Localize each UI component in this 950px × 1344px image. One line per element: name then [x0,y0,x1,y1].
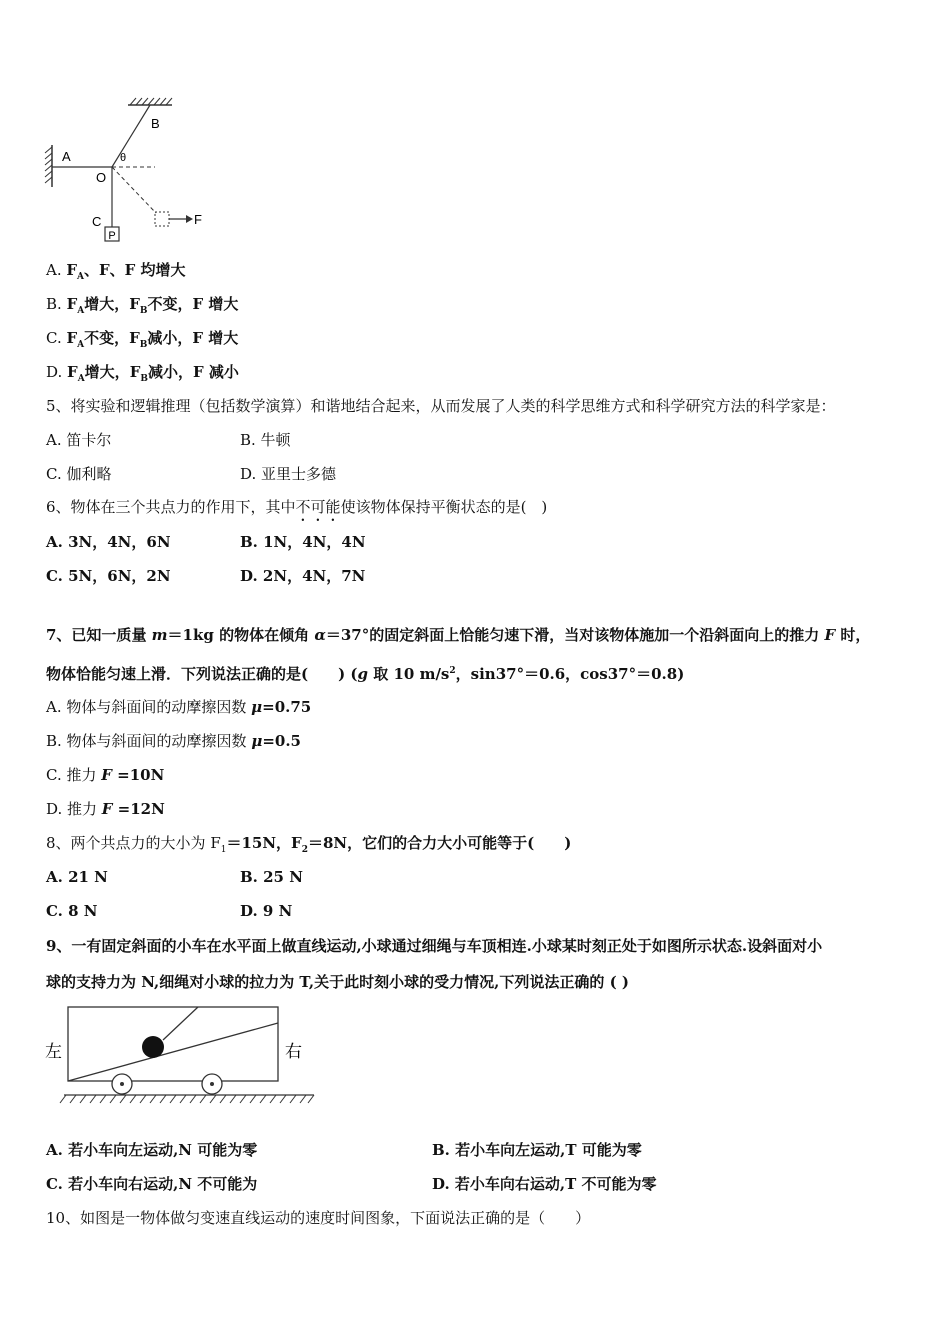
q9-stem-line1: 9、一有固定斜面的小车在水平面上做直线运动,小球通过细绳与车顶相连.小球某时刻正处于如图所示状态.设斜面对小 [46,937,823,955]
q7-option-a: A. 物体与斜面间的动摩擦因数 μ=0.75 [46,698,312,716]
label-p: P [108,230,116,242]
q8-option-d: D. 9 N [240,902,293,920]
q5-option-c: C. 伽利略 [46,465,112,483]
cart-diagram-q9 [40,1005,330,1115]
q8-option-b: B. 25 N [240,868,303,886]
q8-option-c: C. 8 N [46,902,98,920]
q7-option-d: D. 推力 F =12N [46,800,165,818]
q4-option-d: D. $F_A$增大，$F_B$减小，F 减小 [46,363,239,384]
q4-option-c: C. $F_A$不变，$F_B$减小，F 增大 [46,329,239,350]
q4-option-a: A. $F_A$、F、F 均增大 [46,261,186,282]
q7-stem-line1: 7、已知一质量 m＝1kg 的物体在倾角 α＝37°的固定斜面上恰能匀速下滑，当对该物体施加一个沿斜面向上的推力 F 时， [46,626,871,644]
q10-stem: 10、如图是一物体做匀变速直线运动的速度时间图象，下面说法正确的是（ ） [46,1209,591,1227]
q6-option-b: B. 1N，4N，4N [240,533,366,551]
q6-option-a: A. 3N，4N，6N [46,533,171,551]
q9-option-b: B. 若小车向左运动,T 可能为零 [432,1141,642,1159]
label-theta: θ [120,152,127,164]
q6-option-d: D. 2N，4N，7N [240,567,366,585]
q8-option-a: A. 21 N [46,868,108,886]
label-f: F [194,212,202,227]
q9-option-c: C. 若小车向右运动,N 不可能为 [46,1175,258,1193]
label-a: A [62,149,71,164]
q5-option-d: D. 亚里士多德 [240,465,337,483]
q8-stem: 8、两个共点力的大小为 $F_1=15N$，$F_2=8N$，它们的合力大小可能等于( ) [46,834,572,855]
label-c: C [92,214,102,229]
q4-option-b: B. $F_A$增大，$F_B$不变，F 增大 [46,295,239,316]
q6-option-c: C. 5N，6N，2N [46,567,171,585]
label-left: 左 [45,1042,62,1061]
q5-option-a: A. 笛卡尔 [46,431,112,449]
q7-stem-line2: 物体恰能匀速上滑．下列说法正确的是( ) (g 取 10 $m/s^2$，sin37°＝0.6，cos37°＝0.8) [46,665,685,683]
force-diagram-q4 [40,95,220,245]
q9-option-a: A. 若小车向左运动,N 可能为零 [46,1141,258,1159]
q9-option-d: D. 若小车向右运动,T 不可能为零 [432,1175,657,1193]
q6-stem: 6、物体在三个共点力的作用下，其中不可能使该物体保持平衡状态的是( ) [46,498,548,516]
label-right: 右 [285,1042,302,1061]
q7-option-c: C. 推力 F =10N [46,766,165,784]
q5-option-b: B. 牛顿 [240,431,291,449]
label-o: O [96,170,107,185]
label-b: B [151,116,160,131]
q7-option-b: B. 物体与斜面间的动摩擦因数 μ=0.5 [46,732,301,750]
q9-stem-line2: 球的支持力为 N,细绳对小球的拉力为 T,关于此时刻小球的受力情况,下列说法正确的 ( ) [46,973,630,991]
q5-stem: 5、将实验和逻辑推理（包括数学演算）和谐地结合起来，从而发展了人类的科学思维方式和科学研究方法的科学家是： [46,397,836,415]
